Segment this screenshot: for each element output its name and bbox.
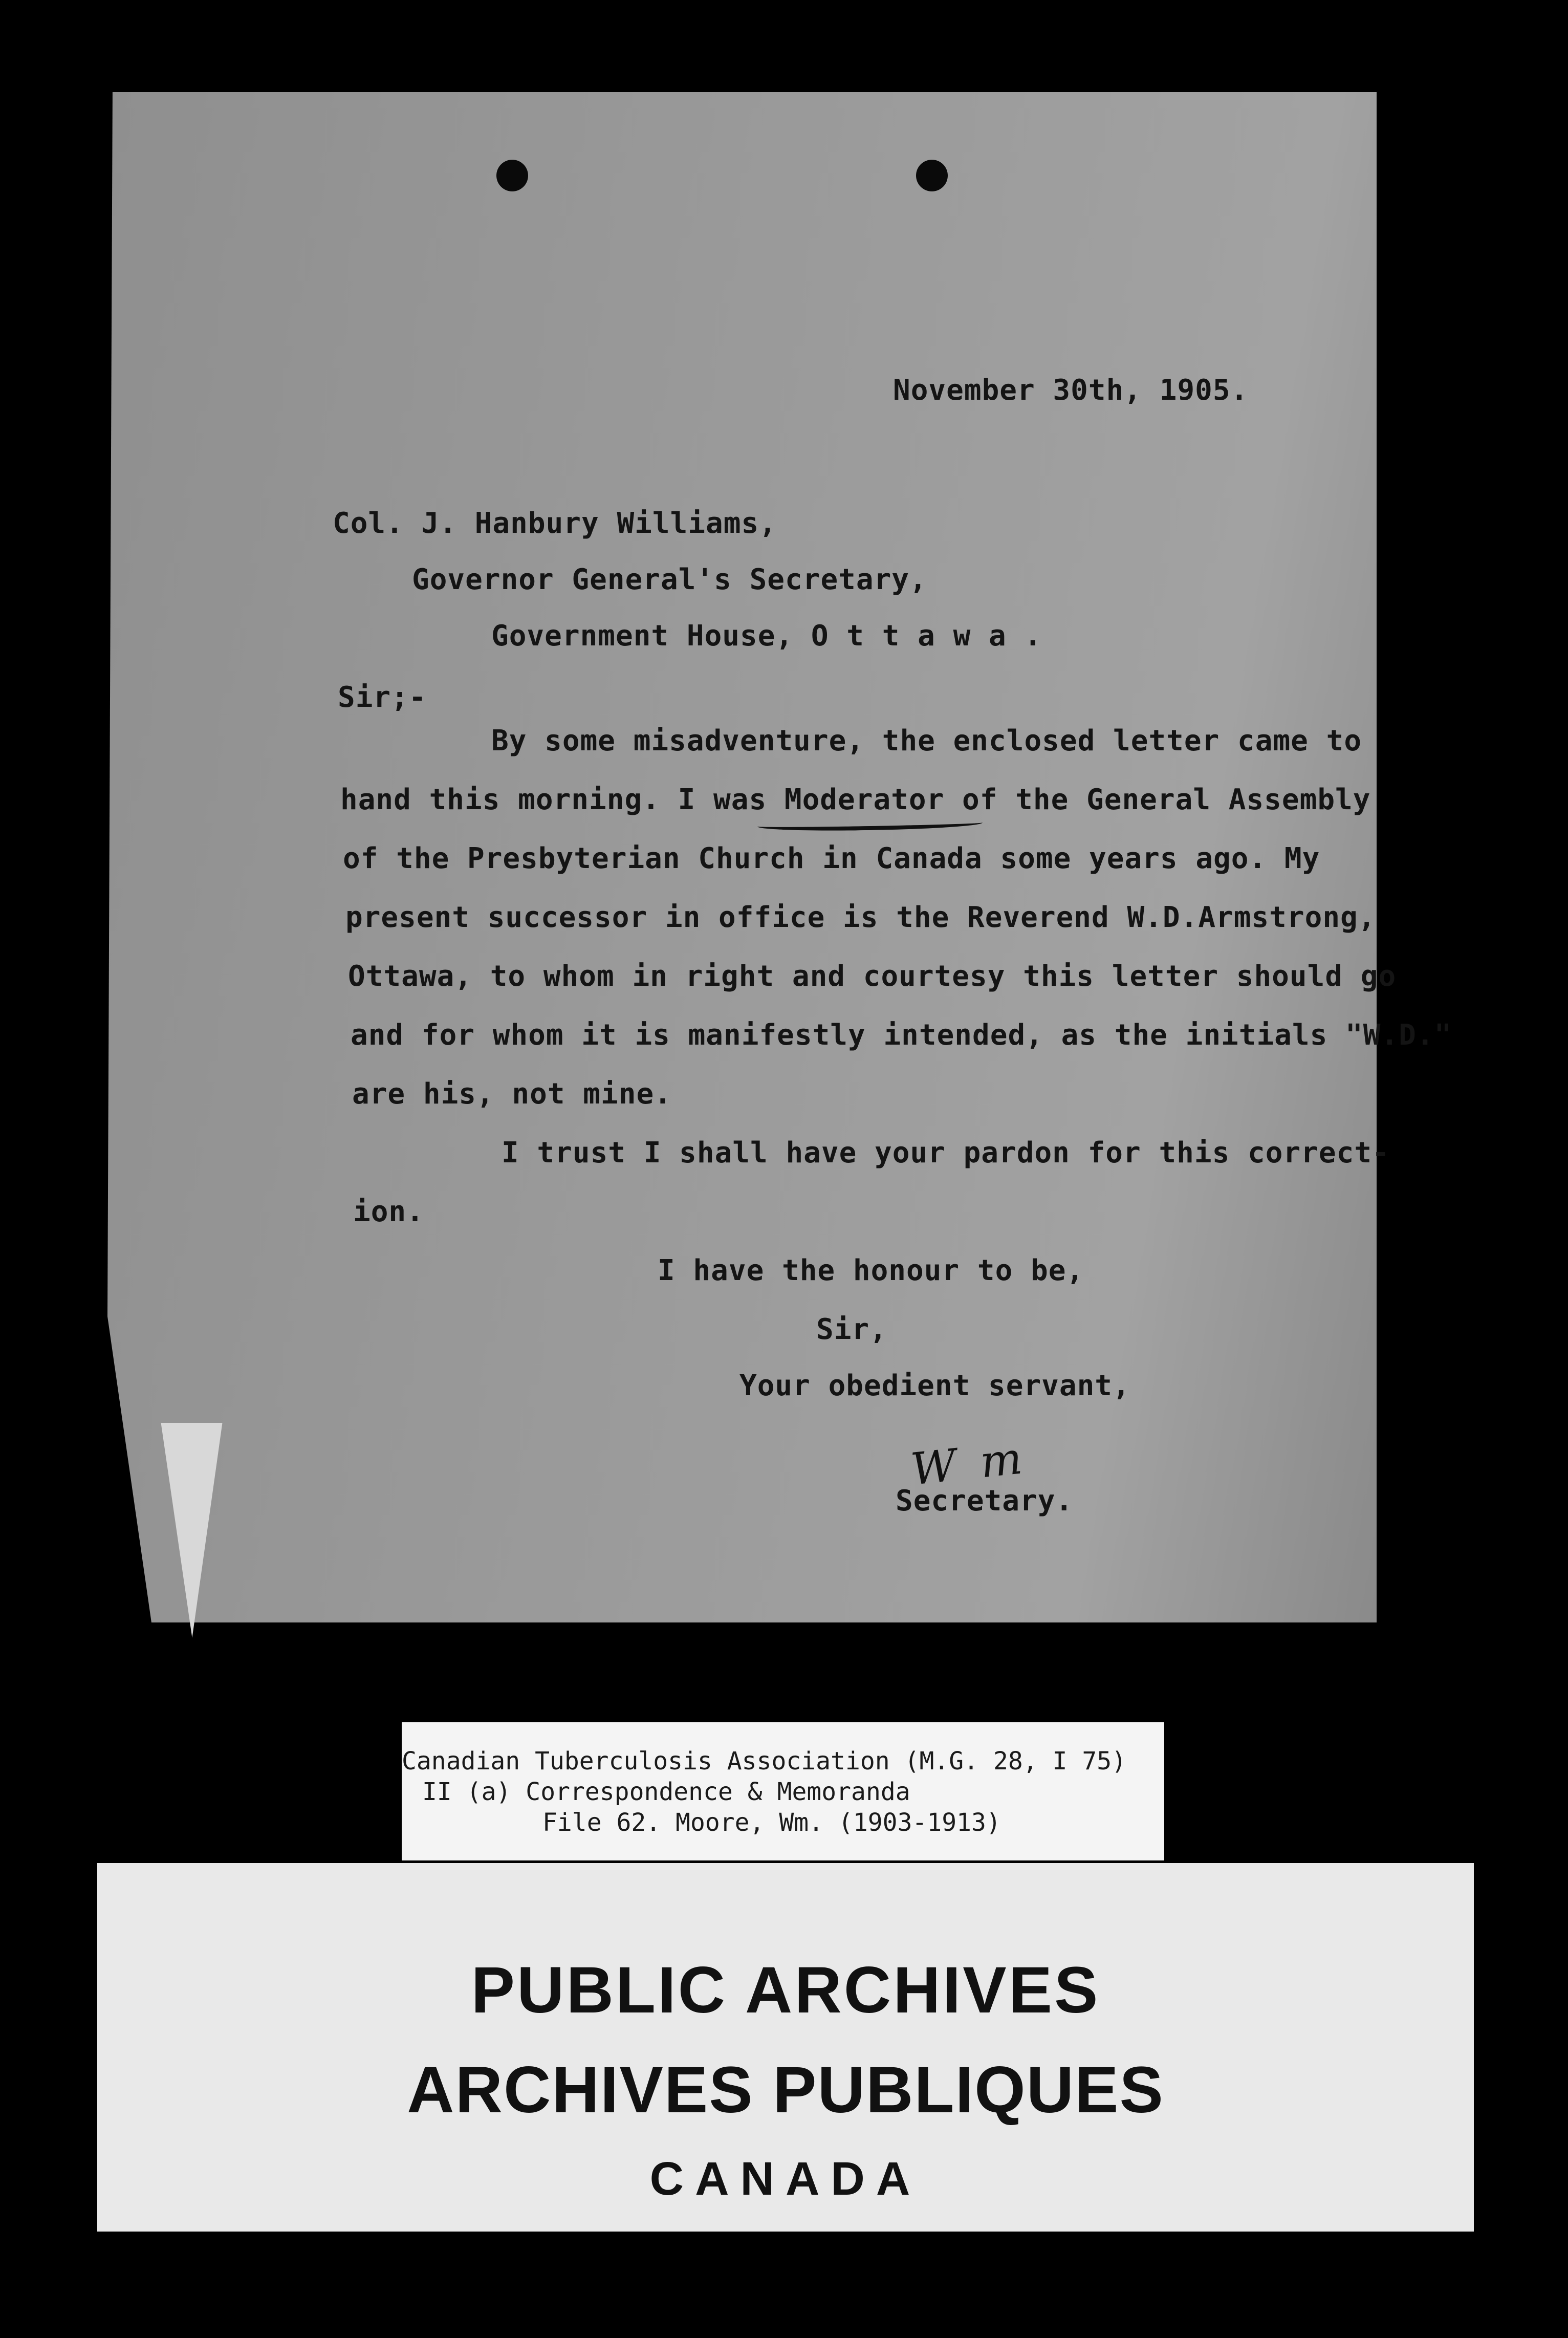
closing-line: Your obedient servant, bbox=[739, 1369, 1130, 1402]
body-line: of the Presbyterian Church in Canada some years ago. My bbox=[343, 842, 1320, 875]
archives-banner bbox=[97, 1863, 1474, 2232]
closing-line: I have the honour to be, bbox=[658, 1254, 1084, 1287]
punch-hole-left bbox=[496, 160, 528, 191]
body-line: ion. bbox=[353, 1195, 424, 1228]
banner-title-french: ARCHIVES PUBLIQUES bbox=[407, 2053, 1164, 2127]
salutation: Sir;- bbox=[338, 681, 427, 714]
file-label-line: File 62. Moore, Wm. (1903-1913) bbox=[542, 1808, 1001, 1837]
file-label-line: Canadian Tuberculosis Association (M.G. 28, I 75) bbox=[402, 1747, 1127, 1776]
recipient-address: Government House, O t t a w a . bbox=[491, 619, 1042, 653]
signer-title: Secretary. bbox=[896, 1484, 1074, 1518]
recipient-name: Col. J. Hanbury Williams, bbox=[333, 507, 777, 540]
handwritten-signature: W m bbox=[908, 1432, 1030, 1496]
body-line: Ottawa, to whom in right and courtesy this letter should go bbox=[348, 960, 1397, 993]
body-line: I trust I shall have your pardon for this correct- bbox=[502, 1136, 1390, 1170]
body-line: are his, not mine. bbox=[352, 1077, 672, 1111]
body-line: present successor in office is the Reverend W.D.Armstrong, bbox=[345, 901, 1376, 934]
banner-country: CANADA bbox=[649, 2153, 922, 2205]
body-line: By some misadventure, the enclosed letter came to bbox=[491, 724, 1362, 757]
recipient-title: Governor General's Secretary, bbox=[412, 563, 927, 596]
closing-line: Sir, bbox=[816, 1313, 887, 1346]
file-label bbox=[402, 1722, 1164, 1860]
body-line: and for whom it is manifestly intended, as the initials "W.D." bbox=[351, 1019, 1452, 1052]
letter-date: November 30th, 1905. bbox=[893, 374, 1249, 407]
body-line: hand this morning. I was Moderator of the General Assembly bbox=[340, 783, 1371, 816]
file-label-line: II (a) Correspondence & Memoranda bbox=[422, 1778, 910, 1806]
punch-hole-right bbox=[916, 160, 948, 191]
banner-title-english: PUBLIC ARCHIVES bbox=[471, 1954, 1100, 2027]
